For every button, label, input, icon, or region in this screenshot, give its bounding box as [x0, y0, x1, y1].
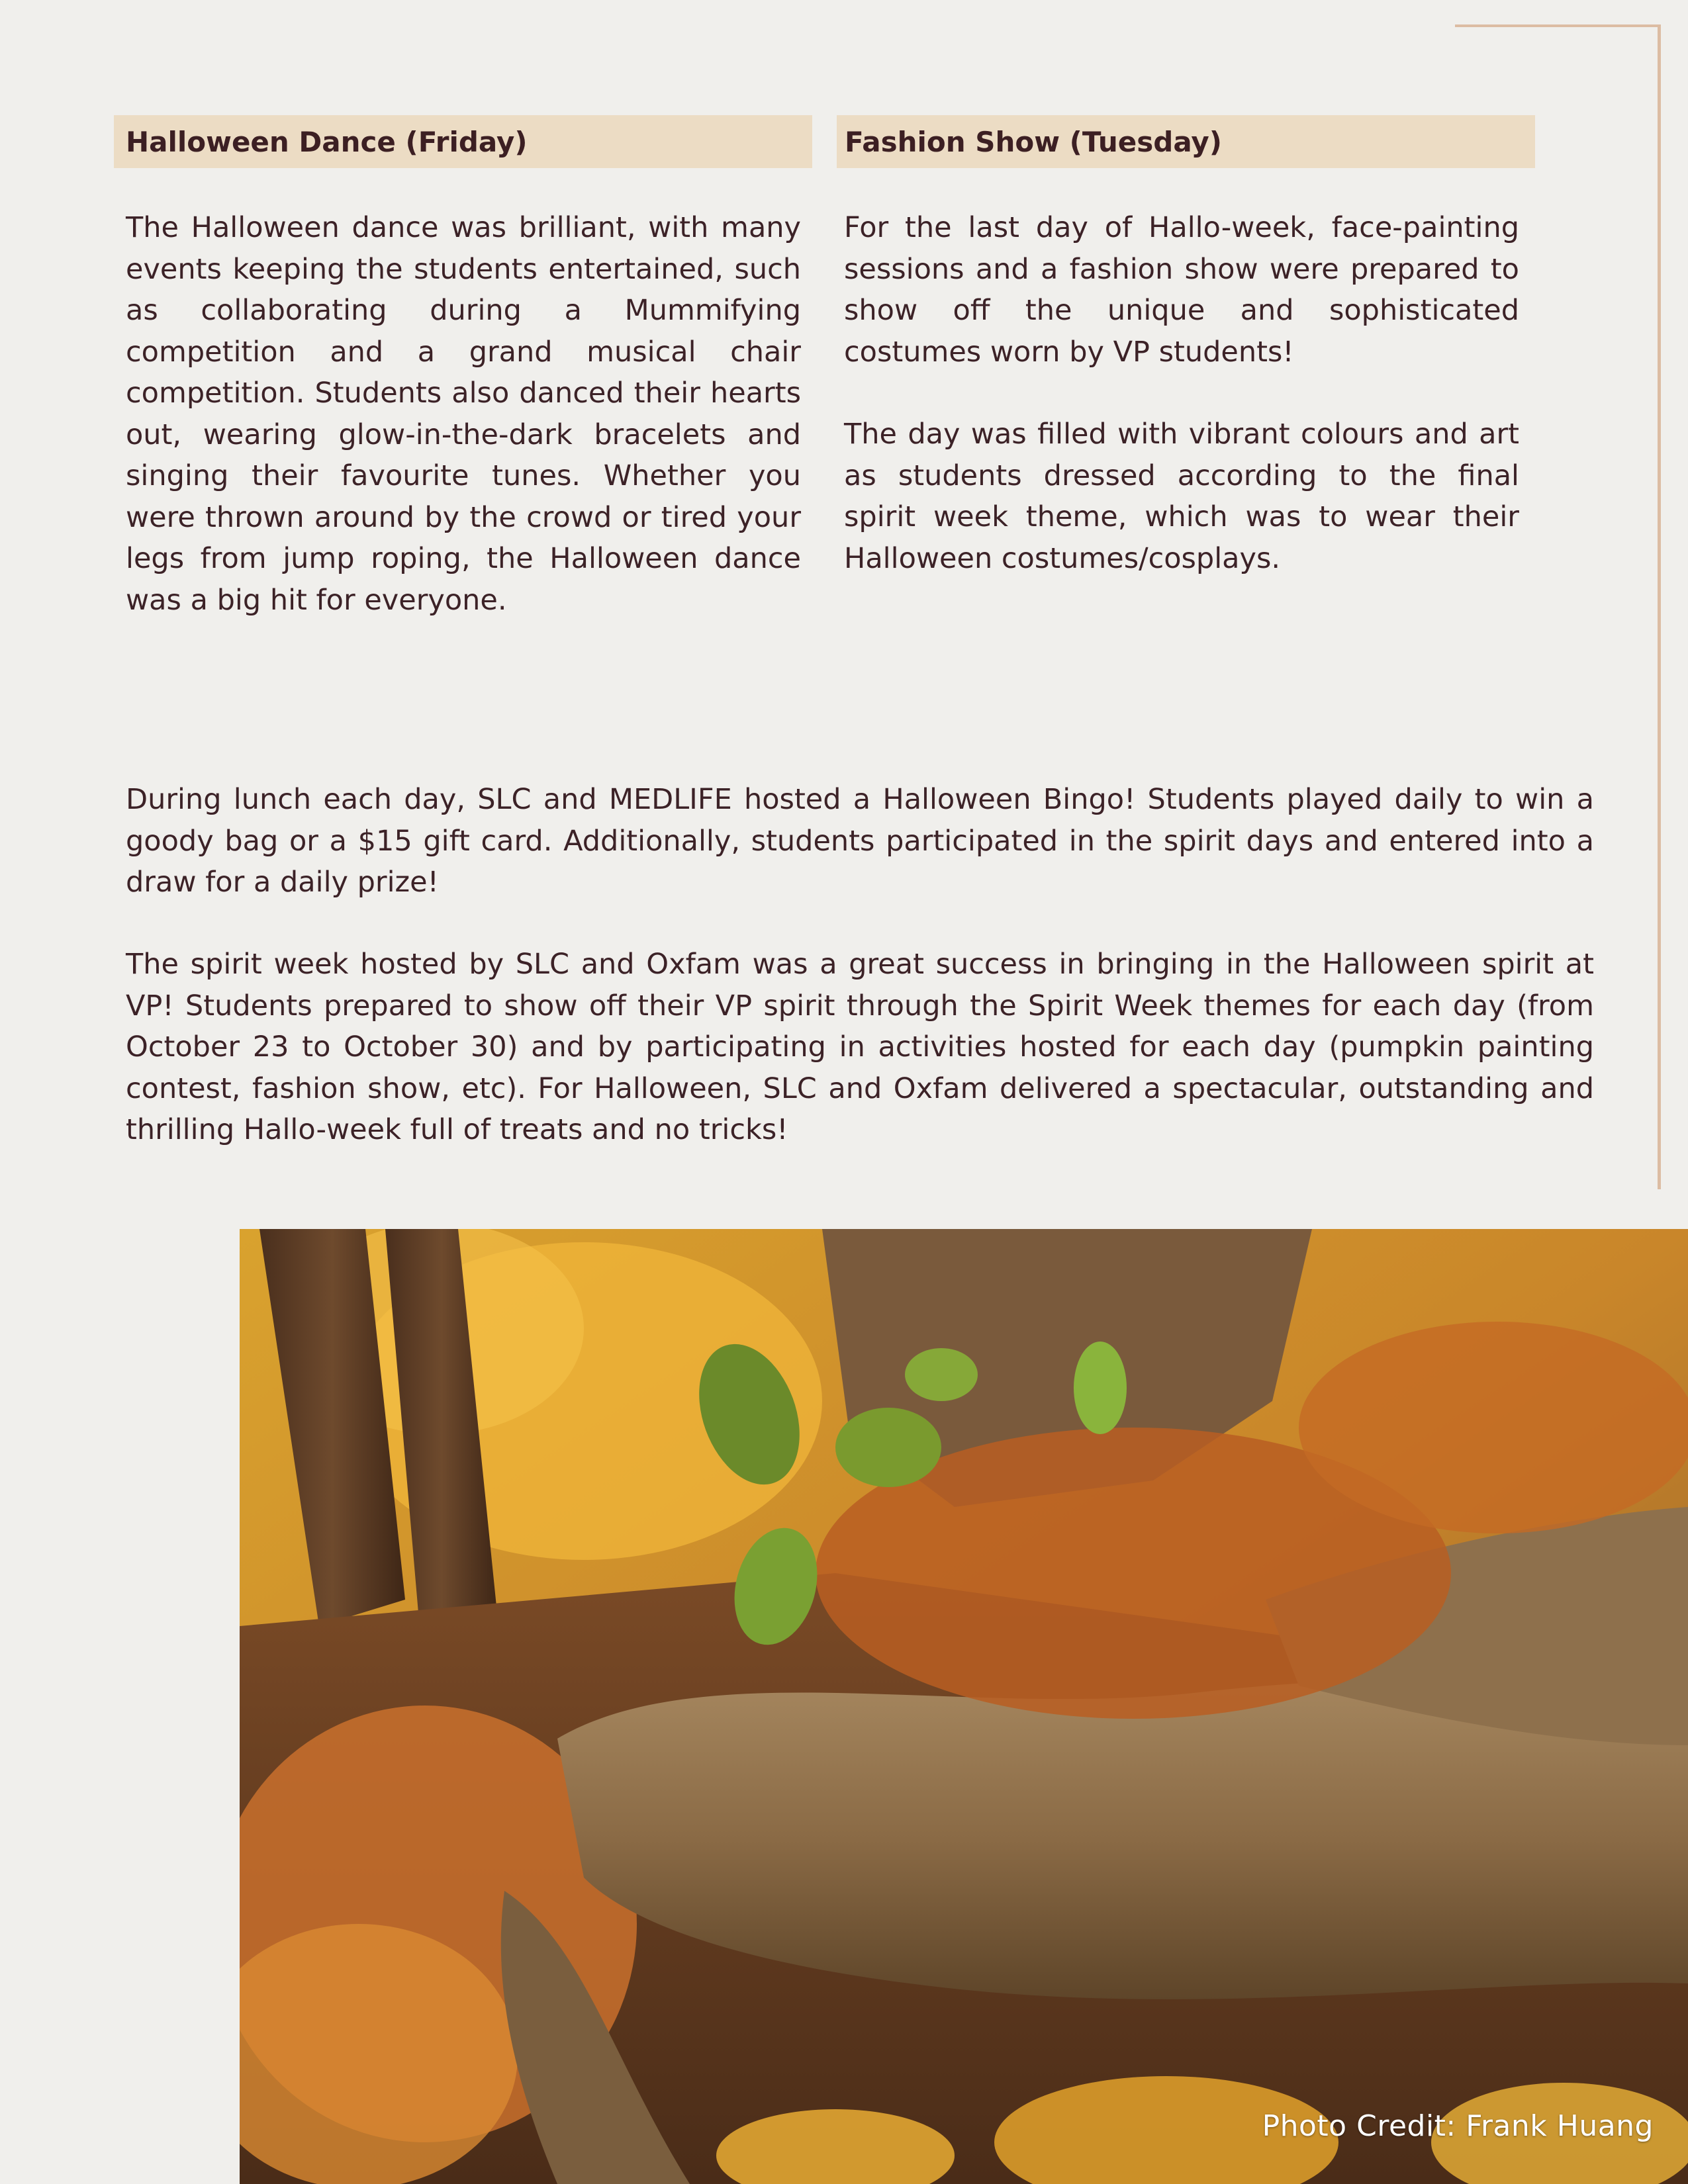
- photo-credit: Photo Credit: Frank Huang: [1262, 2109, 1654, 2143]
- section-heading-halloween-dance: [114, 115, 812, 168]
- decorative-frame-right: [1658, 24, 1661, 1189]
- autumn-photo-illustration: [240, 1229, 1688, 2184]
- halloween-dance-heading: Halloween Dance (Friday): [126, 125, 528, 158]
- halloween-dance-paragraph: The Halloween dance was brilliant, with many events keeping the students entertained, such as collaborating during a Mummifying competition and a grand musical chair competition. Students also danced their hearts out, wearing glow-in-the-dark bracelets and singing their favourite tunes. Whether you were thrown around by the crowd or tired your legs from jump roping, the Halloween dance was a big hit for everyone.: [126, 211, 801, 617]
- fashion-show-paragraph-2: The day was filled with vibrant colours and art as students dressed according to the final spirit week theme, which was to wear their Halloween costumes/cosplays.: [844, 418, 1519, 575]
- decorative-frame-top: [1455, 24, 1660, 27]
- fashion-show-paragraph-1: For the last day of Hallo-week, face-painting sessions and a fashion show were prepared to show off the unique and sophisticated costumes worn by VP students!: [844, 211, 1519, 369]
- spirit-week-paragraph: The spirit week hosted by SLC and Oxfam was a great success in bringing in the Halloween spirit at VP! Students prepared to show off their VP spirit through the Spirit Week themes for each day (from October 23 to October 30) and by participating in activities hosted for each day (pumpkin painting contest, fashion show, etc). For Halloween, SLC and Oxfam delivered a spectacular, outstanding and thrilling Hallo-week full of treats and no tricks!: [126, 948, 1594, 1146]
- fashion-show-heading: Fashion Show (Tuesday): [845, 125, 1222, 158]
- autumn-tree-roots-photo: [240, 1229, 1688, 2184]
- section-heading-fashion-show: [837, 115, 1535, 168]
- bingo-paragraph: During lunch each day, SLC and MEDLIFE hosted a Halloween Bingo! Students played daily to win a goody bag or a $15 gift card. Additionally, students participated in the spirit days and entered into a draw for a daily prize!: [126, 783, 1594, 899]
